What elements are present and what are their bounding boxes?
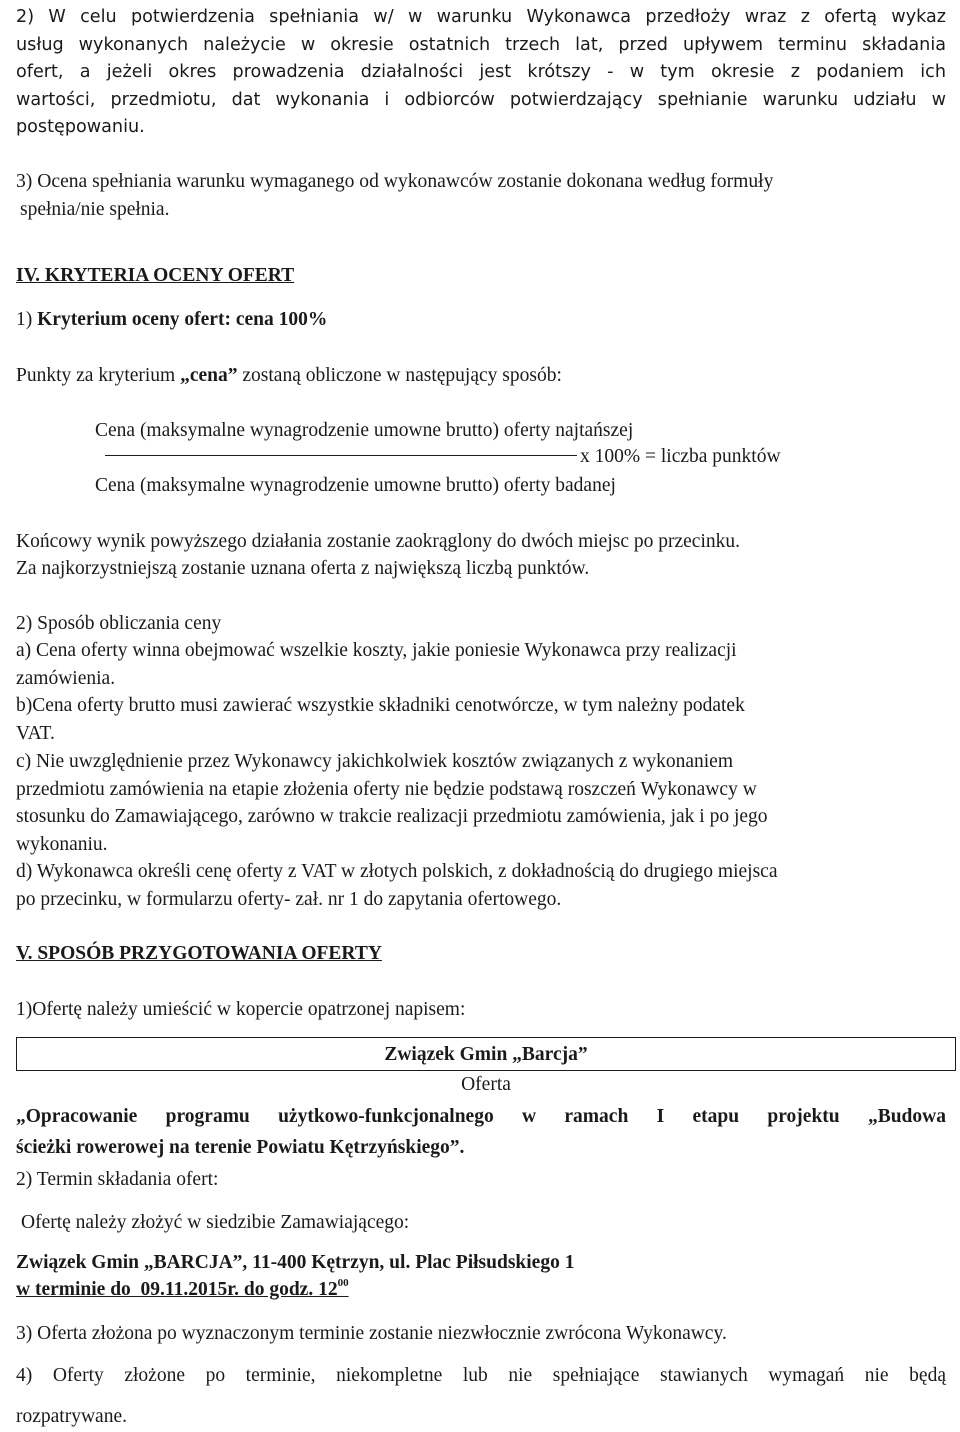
criterion-bold: Kryterium oceny ofert: cena 100%: [37, 309, 328, 330]
envelope-title-line: ścieżki rowerowej na terenie Powiatu Kętrzyńskiego”.: [16, 1137, 465, 1158]
paragraph-line: przedmiotu zamówienia na etapie złożenia oferty nie będzie podstawą roszczeń Wykonawcy w: [16, 779, 757, 800]
formula-multiplier: x 100% = liczba punktów: [580, 446, 781, 467]
paragraph-line: Za najkorzystniejszą zostanie uznana oferta z największą liczbą punktów.: [16, 558, 590, 579]
subsection-title: 2) Termin składania ofert:: [16, 1169, 219, 1190]
criterion-line: [16, 306, 327, 334]
deadline-term-text: w terminie do 09.11.2015r. do godz. 12: [16, 1279, 338, 1300]
subsection-title: 2) Sposób obliczania ceny: [16, 613, 222, 634]
paragraph-line: po przecinku, w formularzu oferty- zał. nr 1 do zapytania ofertowego.: [16, 889, 562, 910]
paragraph-line: rozpatrywane.: [16, 1406, 127, 1427]
envelope-org: Związek Gmin „Barcja”: [384, 1044, 588, 1065]
criterion-prefix: 1): [16, 309, 38, 330]
paragraph-line: wykonaniu.: [16, 834, 108, 855]
paragraph-line: 4) Oferty złożone po terminie, niekompletne lub nie spełniające stawianych wymagań nie będą: [16, 1365, 946, 1386]
paragraph-line: VAT.: [16, 723, 55, 744]
paragraph-line: stosunku do Zamawiającego, zarówno w trakcie realizacji przedmiotu zamówienia, jak i po jego: [16, 806, 768, 827]
paragraph-line: postępowaniu.: [16, 117, 145, 137]
points-before: Punkty za kryterium: [16, 365, 181, 386]
paragraph-line: 3) Ocena spełniania warunku wymaganego od wykonawców zostanie dokonana według formuły: [16, 171, 774, 192]
envelope-title-line: „Opracowanie programu użytkowo-funkcjonalnego w ramach I etapu projektu „Budowa: [16, 1106, 946, 1127]
paragraph-line: b)Cena oferty brutto musi zawierać wszystkie składniki cenotwórcze, w tym należny podatek: [16, 695, 745, 716]
points-line: [16, 362, 562, 390]
paragraph-line: spełnia/nie spełnia.: [20, 199, 170, 220]
paragraph-line: 2) W celu potwierdzenia spełniania w/ w warunku Wykonawca przedłoży wraz z ofertą wykaz: [16, 7, 946, 27]
deadline-term: [16, 1276, 349, 1304]
paragraph-line: 3) Oferta złożona po wyznaczonym terminie zostanie niezwłocznie zwrócona Wykonawcy.: [16, 1323, 727, 1344]
paragraph-line: c) Nie uwzględnienie przez Wykonawcy jakichkolwiek kosztów związanych z wykonaniem: [16, 751, 733, 772]
paragraph-line: a) Cena oferty winna obejmować wszelkie koszty, jakie poniesie Wykonawca przy realizacji: [16, 640, 737, 661]
formula-denominator: Cena (maksymalne wynagrodzenie umowne brutto) oferty badanej: [95, 475, 616, 496]
address-line: Związek Gmin „BARCJA”, 11-400 Kętrzyn, ul. Plac Piłsudskiego 1: [16, 1252, 575, 1273]
fraction-bar: [105, 455, 577, 456]
section-heading-v: V. SPOSÓB PRZYGOTOWANIA OFERTY: [16, 943, 382, 964]
section-heading-iv: IV. KRYTERIA OCENY OFERT: [16, 265, 295, 286]
formula-numerator: Cena (maksymalne wynagrodzenie umowne brutto) oferty najtańszej: [95, 420, 634, 441]
paragraph-line: d) Wykonawca określi cenę oferty z VAT w złotych polskich, z dokładnością do drugiego miejsca: [16, 861, 778, 882]
paragraph-line: usług wykonanych należycie w okresie ostatnich trzech lat, przed upływem terminu składania: [16, 35, 946, 55]
envelope-offer: Oferta: [461, 1074, 511, 1095]
paragraph-line: wartości, przedmiotu, dat wykonania i odbiorców potwierdzający spełnianie warunku udziału w: [16, 90, 946, 110]
points-after: zostaną obliczone w następujący sposób:: [237, 365, 562, 386]
paragraph-line: 1)Ofertę należy umieścić w kopercie opatrzonej napisem:: [16, 999, 466, 1020]
points-bold: „cena”: [180, 365, 238, 386]
paragraph-line: Ofertę należy złożyć w siedzibie Zamawiającego:: [21, 1212, 410, 1233]
paragraph-line: ofert, a jeżeli okres prowadzenia działalności jest krótszy - w tym okresie z podaniem ich: [16, 62, 946, 82]
paragraph-line: Końcowy wynik powyższego działania zostanie zaokrąglony do dwóch miejsc po przecinku.: [16, 531, 740, 552]
deadline-term-minutes: 00: [337, 1276, 349, 1289]
paragraph-line: zamówienia.: [16, 668, 116, 689]
